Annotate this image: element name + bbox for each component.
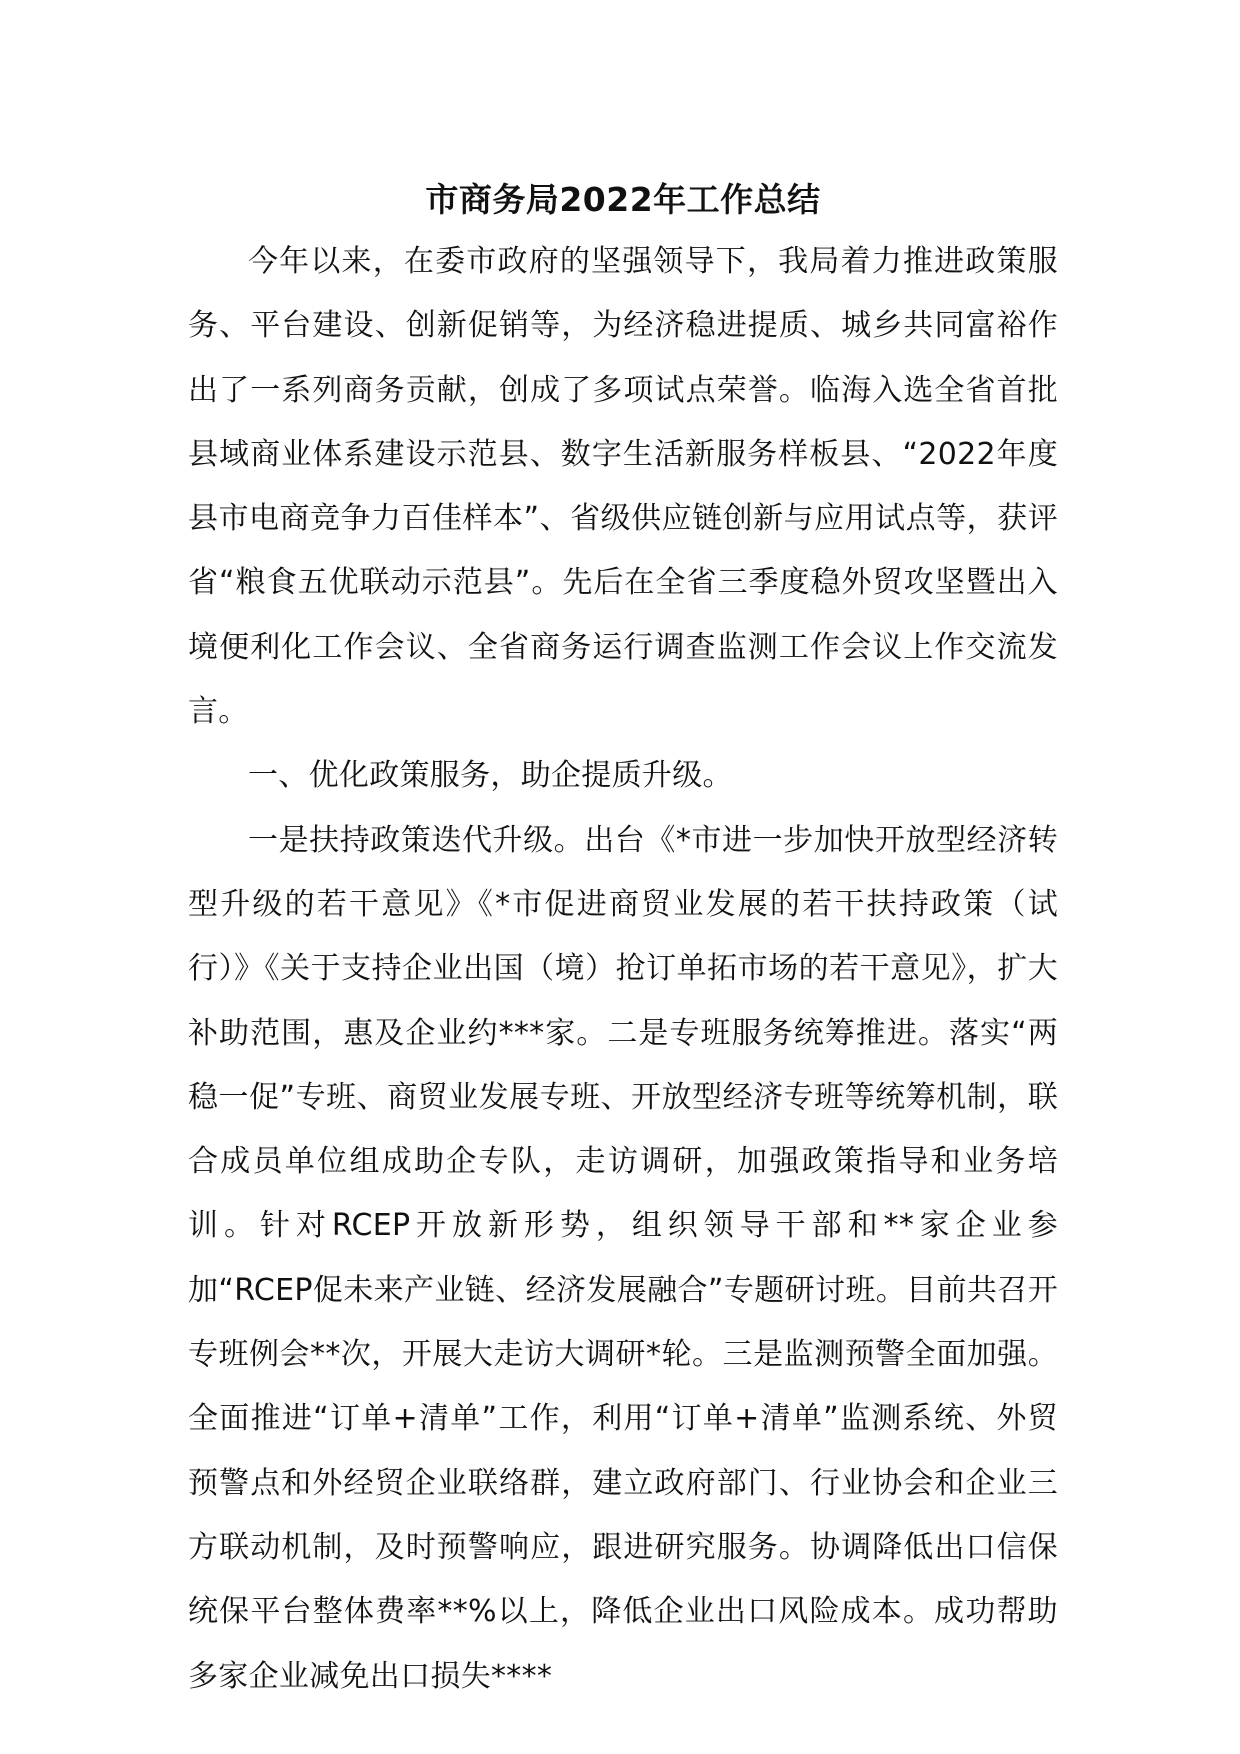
- section-1-body: 一是扶持政策迭代升级。出台《*市进一步加快开放型经济转型升级的若干意见》《*市促进商贸业发展的若干扶持政策（试行）》《关于支持企业出国（境）抢订单拓市场的若干意见》，扩大补助范围，惠及企业约***家。二是专班服务统筹推进。落实“两稳一促”专班、商贸业发展专班、开放型经济专班等统筹机制，联合成员单位组成助企专队，走访调研，加强政策指导和业务培训。针对RCEP开放新形势，组织领导干部和**家企业参加“RCEP促未来产业链、经济发展融合”专题研讨班。目前共召开专班例会**次，开展大走访大调研*轮。三是监测预警全面加强。全面推进“订单+清单”工作，利用“订单+清单”监测系统、外贸预警点和外经贸企业联络群，建立政府部门、行业协会和企业三方联动机制，及时预警响应，跟进研究服务。协调降低出口信保统保平台整体费率**%以上，降低企业出口风险成本。成功帮助多家企业减免出口损失****: [188, 822, 1058, 1694]
- document-title: 市商务局2022年工作总结: [425, 180, 821, 219]
- section-heading-1: 一、优化政策服务，助企提质升级。: [248, 758, 733, 794]
- intro-paragraph: 今年以来，在委市政府的坚强领导下，我局着力推进政策服务、平台建设、创新促销等，为经济稳进提质、城乡共同富裕作出了一系列商务贡献，创成了多项试点荣誉。临海入选全省首批县域商业体系建设示范县、数字生活新服务样板县、“2022年度县市电商竞争力百佳样本”、省级供应链创新与应用试点等，获评省“粮食五优联动示范县”。先后在全省三季度稳外贸攻坚暨出入境便利化工作会议、全省商务运行调查监测工作会议上作交流发言。: [188, 244, 1058, 730]
- document-page: [188, 170, 1058, 1709]
